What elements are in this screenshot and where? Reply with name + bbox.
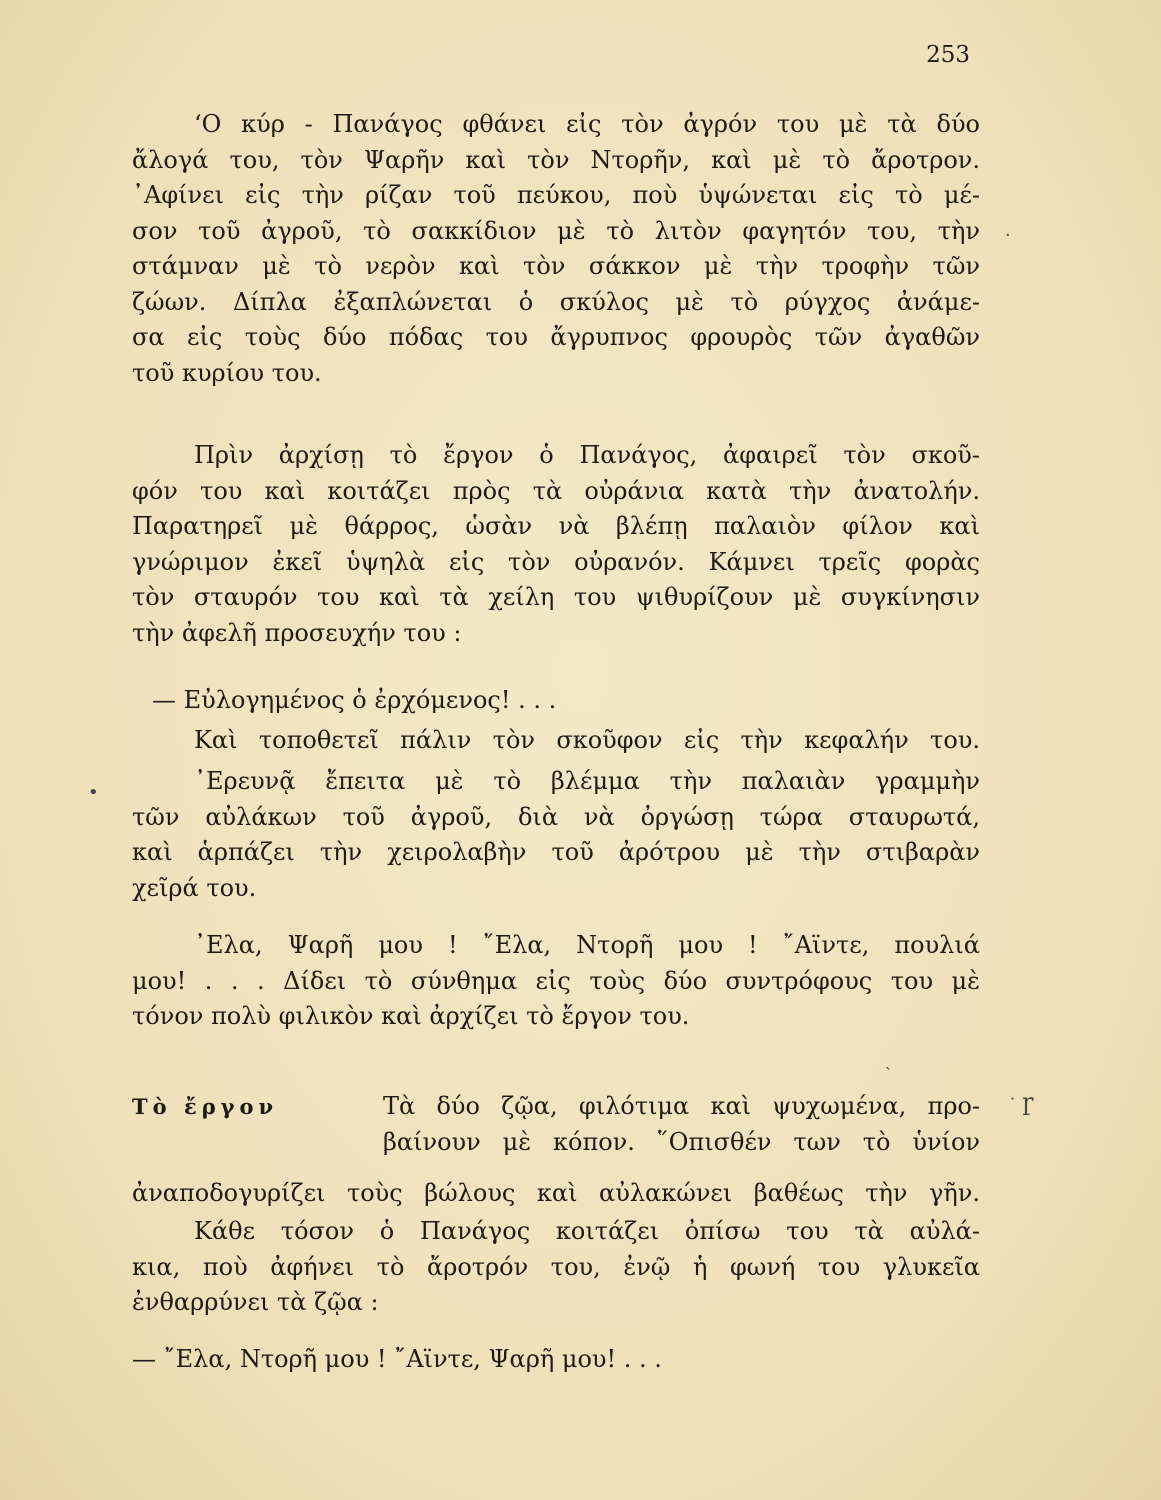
print-speck: ɼ <box>1022 1088 1034 1116</box>
text-line: κια, ποὺ ἀφήνει τὸ ἄροτρόν του, ἐνῷ ἡ φωνή του γλυκεῖα <box>132 1252 980 1281</box>
text-line: ἐνθαρρύνει τὰ ζῷα : <box>132 1288 379 1316</box>
page-number: 253 <box>926 42 970 68</box>
text-line: βαίνουν μὲ κόπον. ῞Οπισθέν των τὸ ὑνίον <box>383 1127 980 1156</box>
text-line: τὴν ἀφελῆ προσευχήν του : <box>132 618 462 647</box>
text-line: γνώριμον ἐκεῖ ὑψηλὰ εἰς τὸν οὐρανόν. Κάμνει τρεῖς φορὰς <box>132 547 980 576</box>
text-line: τὸν σταυρόν του καὶ τὰ χείλη του ψιθυρίζουν μὲ συγκίνησιν <box>132 583 980 611</box>
text-line: Κάθε τόσον ὁ Πανάγος κοιτάζει ὀπίσω του τὰ αὐλά- <box>194 1217 980 1245</box>
text-line: σα εἰς τοὺς δύο πόδας του ἄγρυπνος φρουρὸς τῶν ἀγαθῶν <box>132 323 980 351</box>
text-line: ᾿Αφίνει εἰς τὴν ρίζαν τοῦ πεύκου, ποὺ ὑψώνεται εἰς τὸ μέ- <box>132 181 980 209</box>
paragraph-prayer-intro <box>132 438 980 651</box>
text-line: ᾿Ερευνᾷ ἔπειτα μὲ τὸ βλέμμα τὴν παλαιὰν γραμμὴν <box>194 767 980 795</box>
text-line: ζώων. Δίπλα ἐξαπλώνεται ὁ σκύλος μὲ τὸ ρύγχος ἀνάμε- <box>132 287 980 316</box>
print-speck: · <box>1005 225 1011 246</box>
paragraph-furrows <box>132 764 980 906</box>
text-line: ἀναποδογυρίζει τοὺς βώλους καὶ αὐλακώνει βαθέως τὴν γῆν. <box>132 1179 980 1207</box>
paragraph-work-rest <box>132 1176 980 1212</box>
text-line: χεῖρά του. <box>132 873 257 902</box>
paragraph-cap <box>132 723 980 759</box>
text-line: ᾿Ελα, Ψαρῆ μου ! ῎Ελα, Ντορῆ μου ! ῎Αϊντε, πουλιά <box>194 931 980 959</box>
prayer-line <box>132 683 980 719</box>
margin-heading: Τὸ ἔργον <box>132 1094 279 1119</box>
text-line: ἄλογά του, τὸν Ψαρῆν καὶ τὸν Ντορῆν, καὶ μὲ τὸ ἄροτρον. <box>132 145 980 174</box>
text-line: τῶν αὐλάκων τοῦ ἀγροῦ, διὰ νὰ ὀργώσῃ τώρα σταυρωτά, <box>132 802 980 831</box>
text-line: Παρατηρεῖ μὲ θάρρος, ὡσὰν νὰ βλέπῃ παλαιὸν φίλον καὶ <box>132 512 980 540</box>
text-line: τόνον πολὺ φιλικὸν καὶ ἀρχίζει τὸ ἔργον του. <box>132 1002 690 1030</box>
text-line: φόν του καὶ κοιτάζει πρὸς τὰ οὐράνια κατὰ τὴν ἀνατολήν. <box>132 476 980 505</box>
print-speck: ˙ <box>1008 1095 1017 1116</box>
text-line: ‘Ο κύρ - Πανάγος φθάνει εἰς τὸν ἀγρόν του μὲ τὰ δύο <box>194 110 980 138</box>
final-call-line <box>132 1342 980 1378</box>
paragraph-work-side <box>383 1089 980 1160</box>
paragraph-arrival <box>132 107 980 391</box>
text-line: σον τοῦ ἀγροῦ, τὸ σακκίδιον μὲ τὸ λιτὸν φαγητόν του, τὴν <box>132 216 980 245</box>
text-line: καὶ ἁρπάζει τὴν χειρολαβὴν τοῦ ἀρότρου μὲ τὴν στιβαρὰν <box>132 838 980 866</box>
dialogue-line: — Εὐλογημένος ὁ ἐρχόμενος! . . . <box>152 686 557 714</box>
dialogue-line: — ῎Ελα, Ντορῆ μου ! ῎Αϊντε, Ψαρῆ μου! . . . <box>132 1345 662 1373</box>
text-line: στάμναν μὲ τὸ νερὸν καὶ τὸν σάκκον μὲ τὴν τροφὴν τῶν <box>132 252 980 280</box>
print-speck: • <box>88 782 99 803</box>
text-line: τοῦ κυρίου του. <box>132 358 322 387</box>
print-speck: ˎ <box>885 1050 891 1071</box>
text-line: Πρὶν ἀρχίσῃ τὸ ἔργον ὁ Πανάγος, ἀφαιρεῖ τὸν σκοῦ- <box>194 441 980 469</box>
text-line: Τὰ δύο ζῷα, φιλότιμα καὶ ψυχωμένα, προ- <box>383 1092 980 1120</box>
paragraph-encourage <box>132 1214 980 1321</box>
text-line: Καὶ τοποθετεῖ πάλιν τὸν σκοῦφον εἰς τὴν κεφαλήν του. <box>194 726 980 754</box>
paragraph-signal <box>132 928 980 1035</box>
text-line: μου! . . . Δίδει τὸ σύνθημα εἰς τοὺς δύο συντρόφους του μὲ <box>132 966 980 995</box>
